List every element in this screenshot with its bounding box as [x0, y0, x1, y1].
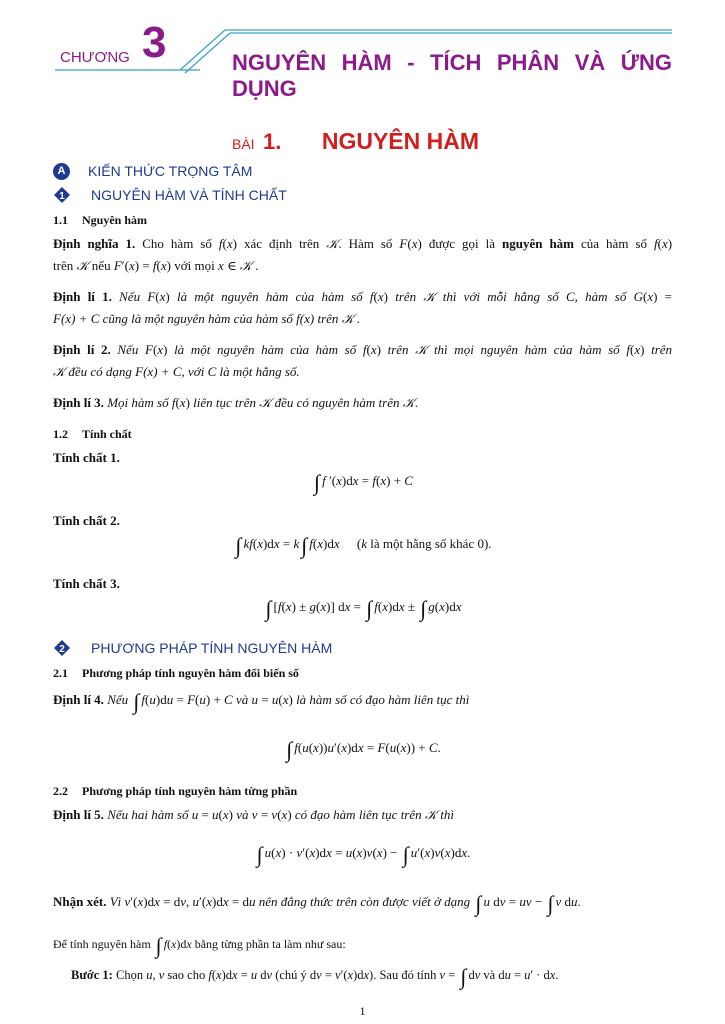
- section-2-title: PHƯƠNG PHÁP TÍNH NGUYÊN HÀM: [91, 640, 333, 656]
- property-2-formula: ∫ kf(x)dx = k∫ f(x)dx (k là một hằng số khác 0).: [235, 533, 492, 558]
- step-1: Bước 1: Chọn u, v sao cho f(x)dx = u dv (chú ý dv = v′(x)dx). Sau đó tính v = ∫ dv và du = u′ · dx.: [71, 964, 559, 989]
- chapter-title-line1: NGUYÊN HÀM - TÍCH PHÂN VÀ ỨNG: [232, 50, 672, 75]
- property-3-label: Tính chất 3.: [53, 576, 120, 591]
- property-2-note: là một hằng số khác 0).: [370, 536, 492, 551]
- property-2-label: Tính chất 2.: [53, 513, 120, 528]
- steps-intro: Để tính nguyên hàm ∫ f(x)dx bằng từng phần ta làm như sau:: [53, 933, 346, 958]
- theorem-2-line1: Định lí 2. Nếu F(x) là một nguyên hàm của hàm số f(x) trên 𝒦 thì mọi nguyên hàm của hàm số f(x) trên: [53, 342, 673, 357]
- theorem-1-line1: Định lí 1. Nếu F(x) là một nguyên hàm của hàm số f(x) trên 𝒦 thì với mỗi hằng số C, hàm số G(x) =: [53, 289, 672, 304]
- theorem-4-formula: ∫ f(u(x))u′(x)dx = F(u(x)) + C.: [286, 737, 441, 762]
- lesson-prefix: BÀI: [232, 136, 255, 152]
- lesson-name: NGUYÊN HÀM: [321, 128, 480, 154]
- definition-1-line2: trên 𝒦 nếu F′(x) = f(x) với mọi x ∈ 𝒦 .: [53, 258, 259, 273]
- chapter-number: 3: [142, 18, 167, 67]
- definition-1-line1: Định nghĩa 1. Cho hàm số f(x) xác định trên 𝒦. Hàm số F(x) được gọi là nguyên hàm của hàm số f(x): [53, 236, 673, 251]
- theorem-4: Định lí 4. Nếu ∫ f(u)du = F(u) + C và u = u(x) là hàm số có đạo hàm liên tục thì: [53, 689, 470, 714]
- subsection-1-2: 1.2 Tính chất: [53, 427, 132, 441]
- section-1-title: NGUYÊN HÀM VÀ TÍNH CHẤT: [91, 187, 287, 203]
- page-number: 1: [359, 1004, 366, 1018]
- section-a-badge: A: [53, 163, 70, 180]
- property-3-formula: ∫ [f(x) ± g(x)] dx = ∫ f(x)dx ± ∫ g(x)dx: [265, 596, 462, 621]
- theorem-1-line2: F(x) + C cũng là một nguyên hàm của hàm số f(x) trên 𝒦 .: [53, 311, 361, 326]
- chapter-label: CHƯƠNG: [60, 49, 130, 66]
- theorem-5: Định lí 5. Nếu hai hàm số u = u(x) và v = v(x) có đạo hàm liên tục trên 𝒦 thì: [53, 807, 454, 822]
- svg-text:1: 1: [59, 191, 65, 202]
- property-1-formula: ∫ f ′(x)dx = f(x) + C: [314, 470, 413, 495]
- section-2-badge: [54, 640, 70, 656]
- chapter-title-line2: DỤNG: [232, 76, 297, 101]
- theorem-5-formula: ∫ u(x) · v′(x)dx = u(x)v(x) − ∫ u′(x)v(x)dx.: [256, 842, 471, 867]
- property-1-label: Tính chất 1.: [53, 450, 120, 465]
- theorem-2-line2: 𝒦 đều có dạng F(x) + C, với C là một hằng số.: [53, 364, 300, 379]
- subsection-2-2: 2.2 Phương pháp tính nguyên hàm từng phần: [53, 784, 298, 798]
- svg-text:2: 2: [59, 644, 65, 655]
- section-1-badge: [54, 187, 70, 203]
- theorem-3: Định lí 3. Mọi hàm số f(x) liên tục trên 𝒦 đều có nguyên hàm trên 𝒦.: [53, 395, 419, 410]
- subsection-2-1: 2.1 Phương pháp tính nguyên hàm đổi biến số: [53, 666, 299, 680]
- section-a-title: KIẾN THỨC TRỌNG TÂM: [88, 163, 253, 179]
- lesson-title: [232, 128, 479, 155]
- lesson-number: 1.: [263, 129, 282, 154]
- subsection-1-1: 1.1 Nguyên hàm: [53, 213, 148, 227]
- remark: Nhận xét. Vì v′(x)dx = dv, u′(x)dx = du nên đẳng thức trên còn được viết ở dạng ∫ u dv = uv − ∫ v du.: [53, 891, 581, 916]
